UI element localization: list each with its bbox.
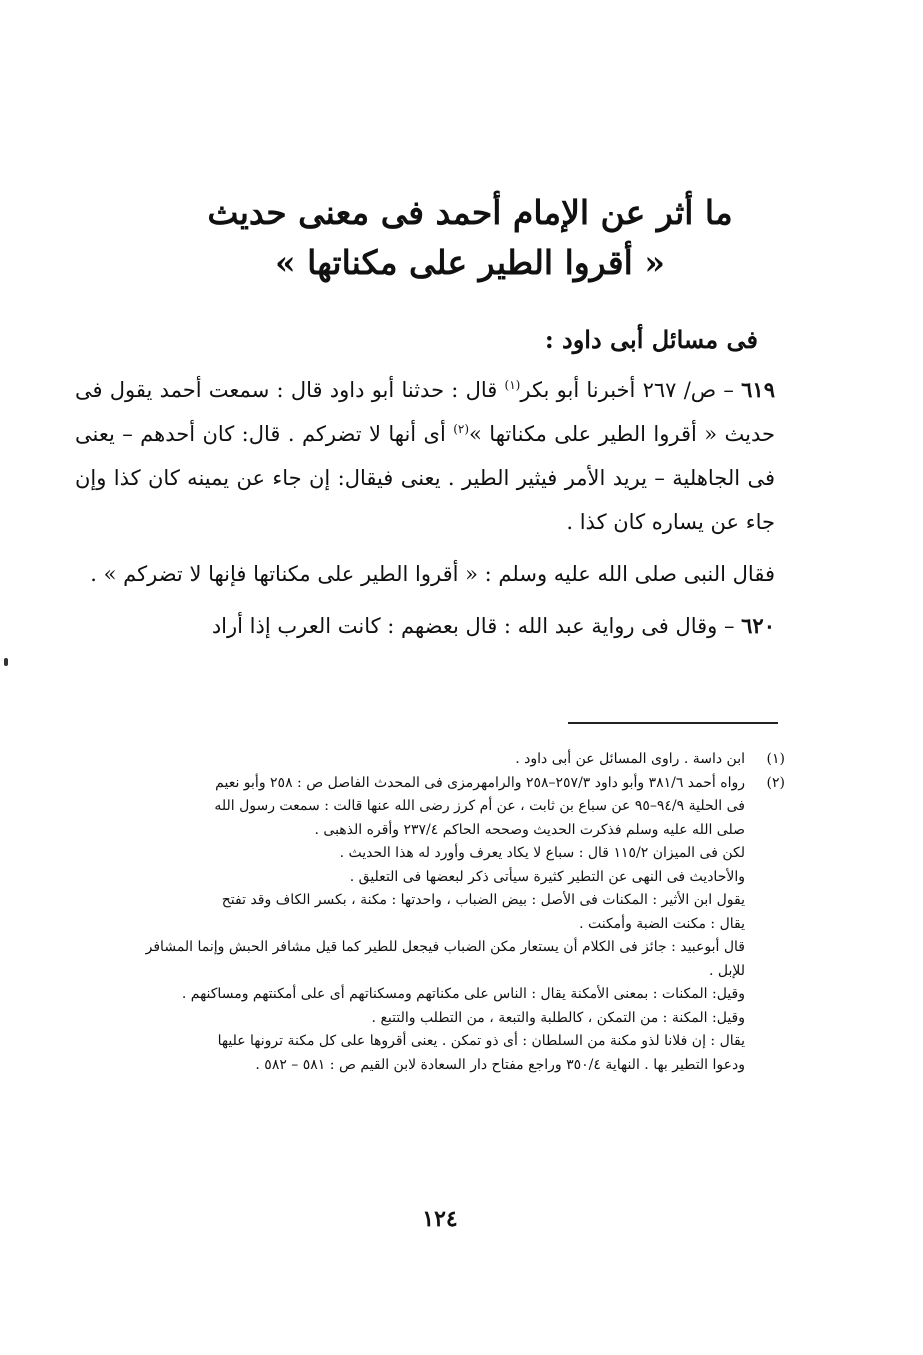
footnote-line: وقيل: المكنة : من التمكن ، كالطلبة والتبعة ، من التطلب والتتبع . <box>371 1009 745 1026</box>
chapter-title-line-1: ما أثر عن الإمام أحمد فى معنى حديث <box>207 193 733 232</box>
footnote-1 <box>80 748 785 772</box>
page-number: ١٢٤ <box>422 1206 458 1232</box>
footnote-separator <box>568 722 778 724</box>
footnote-line: لكن فى الميزان ١١٥/٢ قال : سباع لا يكاد يعرف وأورد له هذا الحديث . <box>339 845 745 861</box>
footnote-ref-2: (٢) <box>453 422 470 436</box>
main-text <box>75 368 775 656</box>
footnote-line: يقول ابن الأثير : المكنات فى الأصل : بيض الضباب ، واحدتها : مكنة ، بكسر الكاف وقد تفتح <box>221 892 745 908</box>
report-number: ٦٢٠ <box>741 613 775 638</box>
footnote-line: قال أبوعبيد : جائز فى الكلام أن يستعار مكن الضباب فيجعل للطير كما قيل مشافر الحبش وإنما المشافر <box>145 939 745 955</box>
footnote-line: وقيل: المكنات : بمعنى الأمكنة يقال : الناس على مكناتهم ومسكناتهم أى على أمكنتهم ومساكنهم . <box>181 986 745 1002</box>
paragraph-text: أى أنها لا تضركم . قال: كان أحدهم – يعنى فى الجاهلية – يريد الأمر فيثير الطير . يعنى فيقال: إن جاء عن يمينه كان كذا وإن جاء عن يساره كان كذا . <box>75 422 775 534</box>
footnote-line: يقال : مكنت الضبة وأمكنت . <box>579 915 745 932</box>
paragraph-text: – وقال فى رواية عبد الله : قال بعضهم : كانت العرب إذا أراد <box>211 614 742 638</box>
footnotes <box>80 748 785 1077</box>
paragraph-text: قال : حدثنا أبو داود قال : سمعت أحمد يقول فى حديث « أقروا الطير على مكناتها » <box>75 378 775 446</box>
footnote-line: ابن داسة . راوى المسائل عن أبى داود . <box>515 751 745 767</box>
footnote-line: صلى الله عليه وسلم فذكرت الحديث وصححه الحاكم ٢٣٧/٤ وأقره الذهبى . <box>314 821 745 838</box>
chapter-title-line-2: « أقروا الطير على مكناتها » <box>275 243 665 282</box>
paragraph-620 <box>75 604 775 648</box>
footnote-line: ودعوا التطير بها . النهاية ٣٥٠/٤ وراجع مفتاح دار السعادة لابن القيم ص : ٥٨١ – ٥٨٢ . <box>255 1056 745 1073</box>
footnote-line: فى الحلية ٩٤/٩–٩٥ عن سباع بن ثابت ، عن أم كرز رضى الله عنها قالت : سمعت رسول الله <box>214 798 745 814</box>
chapter-title <box>150 188 790 288</box>
paragraph-hadith: فقال النبى صلى الله عليه وسلم : « أقروا الطير على مكناتها فإنها لا تضركم » . <box>90 562 775 586</box>
footnote-line: رواه أحمد ٣٨١/٦ وأبو داود ٢٥٧/٣–٢٥٨ والرامهرمزى فى المحدث الفاصل ص : ٢٥٨ وأبو نعيم <box>215 774 745 791</box>
footnote-mark: (٢) <box>766 774 785 791</box>
paragraph-text: – ص/ ٢٦٧ أخبرنا أبو بكر <box>520 378 742 402</box>
footnote-line: للإبل . <box>708 962 745 979</box>
footnote-line: والأحاديث فى النهى عن التطير كثيرة سيأتى ذكر لبعضها فى التعليق . <box>349 868 745 885</box>
footnote-ref-1: (١) <box>504 378 521 392</box>
paragraph-619 <box>75 368 775 544</box>
margin-mark <box>4 658 8 666</box>
footnote-line: يقال : إن فلانا لذو مكنة من السلطان : أى ذو تمكن . يعنى أقروها على كل مكنة ترونها عليها <box>217 1033 745 1049</box>
section-heading: فى مسائل أبى داود : <box>544 325 758 354</box>
footnote-mark: (١) <box>766 751 785 767</box>
report-number: ٦١٩ <box>741 377 775 402</box>
footnote-2 <box>80 772 785 1078</box>
